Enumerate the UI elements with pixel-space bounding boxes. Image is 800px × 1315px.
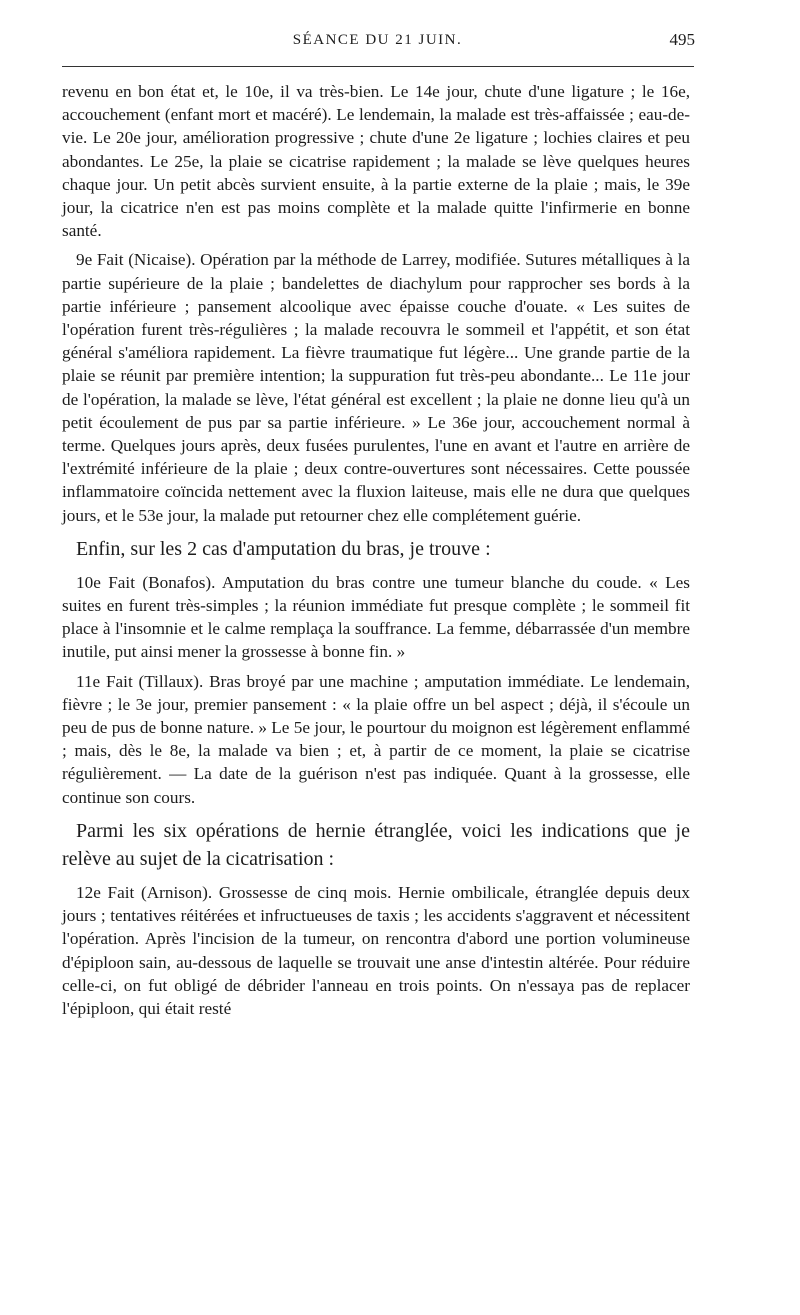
paragraph-fait-9: 9e Fait (Nicaise). Opération par la méthode de Larrey, modifiée. Sutures métalliques à la partie supérieure de la plaie ; bandelettes de diachylum pour rapprocher ses bords à la partie inférieure ; pansement alcoolique avec épaisse couche d'ouate. « Les suites de l'opération furent très-régulières ; la malade recouvra le sommeil et l'appétit, et son état général s'améliora rapidement. La fièvre traumatique fut légère... Une grande partie de la plaie se réunit par première intention; la suppuration fut très-peu abondante... Le 11e jour de l'opération, la malade se lève, l'état général est excellent ; la plaie ne donne lieu qu'à un petit écoulement de pus par sa partie inférieure. » Le 36e jour, accouchement normal à terme. Quelques jours après, deux fusées purulentes, l'une en avant et l'autre en arrière de l'extrémité inférieure de la plaie ; deux contre-ouvertures sont nécessaires. Cette poussée inflammatoire coïncida nettement avec la fluxion laiteuse, mais elle ne dura que quelques jours, et le 53e jour, la malade put retourner chez elle complétement guérie. — [62, 250, 690, 525]
paragraph-amputation-intro: Enfin, sur les 2 cas d'amputation du bras, je trouve : — [76, 537, 491, 560]
page-header — [60, 28, 695, 54]
paragraph-continuation: revenu en bon état et, le 10e, il va très-bien. Le 14e jour, chute d'une ligature ; le 16e, accouchement (enfant mort et macéré). Le lendemain, la malade est très-affaissée ; eau-de-vie. Le 20e jour, amélioration progressive ; chute d'une 2e ligature ; lochies claires et peu abondantes. Le 25e, la plaie se cicatrise rapidement ; la malade se lève quelques heures chaque jour. Un petit abcès survient ensuite, à la partie externe de la plaie ; mais, le 39e jour, la cicatrice n'en est pas moins complète et la malade quitte l'infirmerie en bonne santé. — [62, 82, 690, 241]
running-title: SÉANCE DU 21 JUIN. — [292, 32, 463, 48]
paragraph-hernie-intro: Parmi les six opérations de hernie étranglée, voici les indications que je relève au sujet de la cicatrisation : — [62, 819, 690, 870]
paragraph-fait-10: 10e Fait (Bonafos). Amputation du bras contre une tumeur blanche du coude. « Les suites en furent très-simples ; la réunion immédiate fut presque complète ; le sommeil fit place à l'insomnie et le calme remplaça la souffrance. La femme, débarrassée d'un membre inutile, put ainsi mener la grossesse à bonne fin. » — [62, 572, 690, 662]
paragraph-fait-12: 12e Fait (Arnison). Grossesse de cinq mois. Hernie ombilicale, étranglée depuis deux jours ; tentatives réitérées et infructueuses de taxis ; les accidents s'aggravent et nécessitent l'opération. Après l'incision de la tumeur, on rencontra d'abord une portion volumineuse d'épiploon sain, au-dessous de laquelle se trouvait une anse d'intestin altérée. Pour réduire celle-ci, on fut obligé de débrider l'anneau en trois points. On n'essaya pas de replacer l'épiploon, qui était resté — [62, 882, 690, 1018]
paragraph-fait-11: 11e Fait (Tillaux). Bras broyé par une machine ; amputation immédiate. Le lendemain, fièvre ; le 3e jour, premier pansement : « la plaie offre un bel aspect ; déjà, il s'écoule un peu de pus de bonne nature. » Le 5e jour, le pourtour du moignon est légèrement enflammé ; mais, dès le 8e, la malade va bien ; et, à partir de ce moment, la plaie se cicatrise régulièrement. — La date de la guérison n'est pas indiquée. Quant à la grossesse, elle continue son cours. — [62, 671, 690, 807]
header-rule — [62, 66, 694, 67]
page-number: 495 — [669, 30, 695, 49]
body-text — [62, 80, 690, 1026]
